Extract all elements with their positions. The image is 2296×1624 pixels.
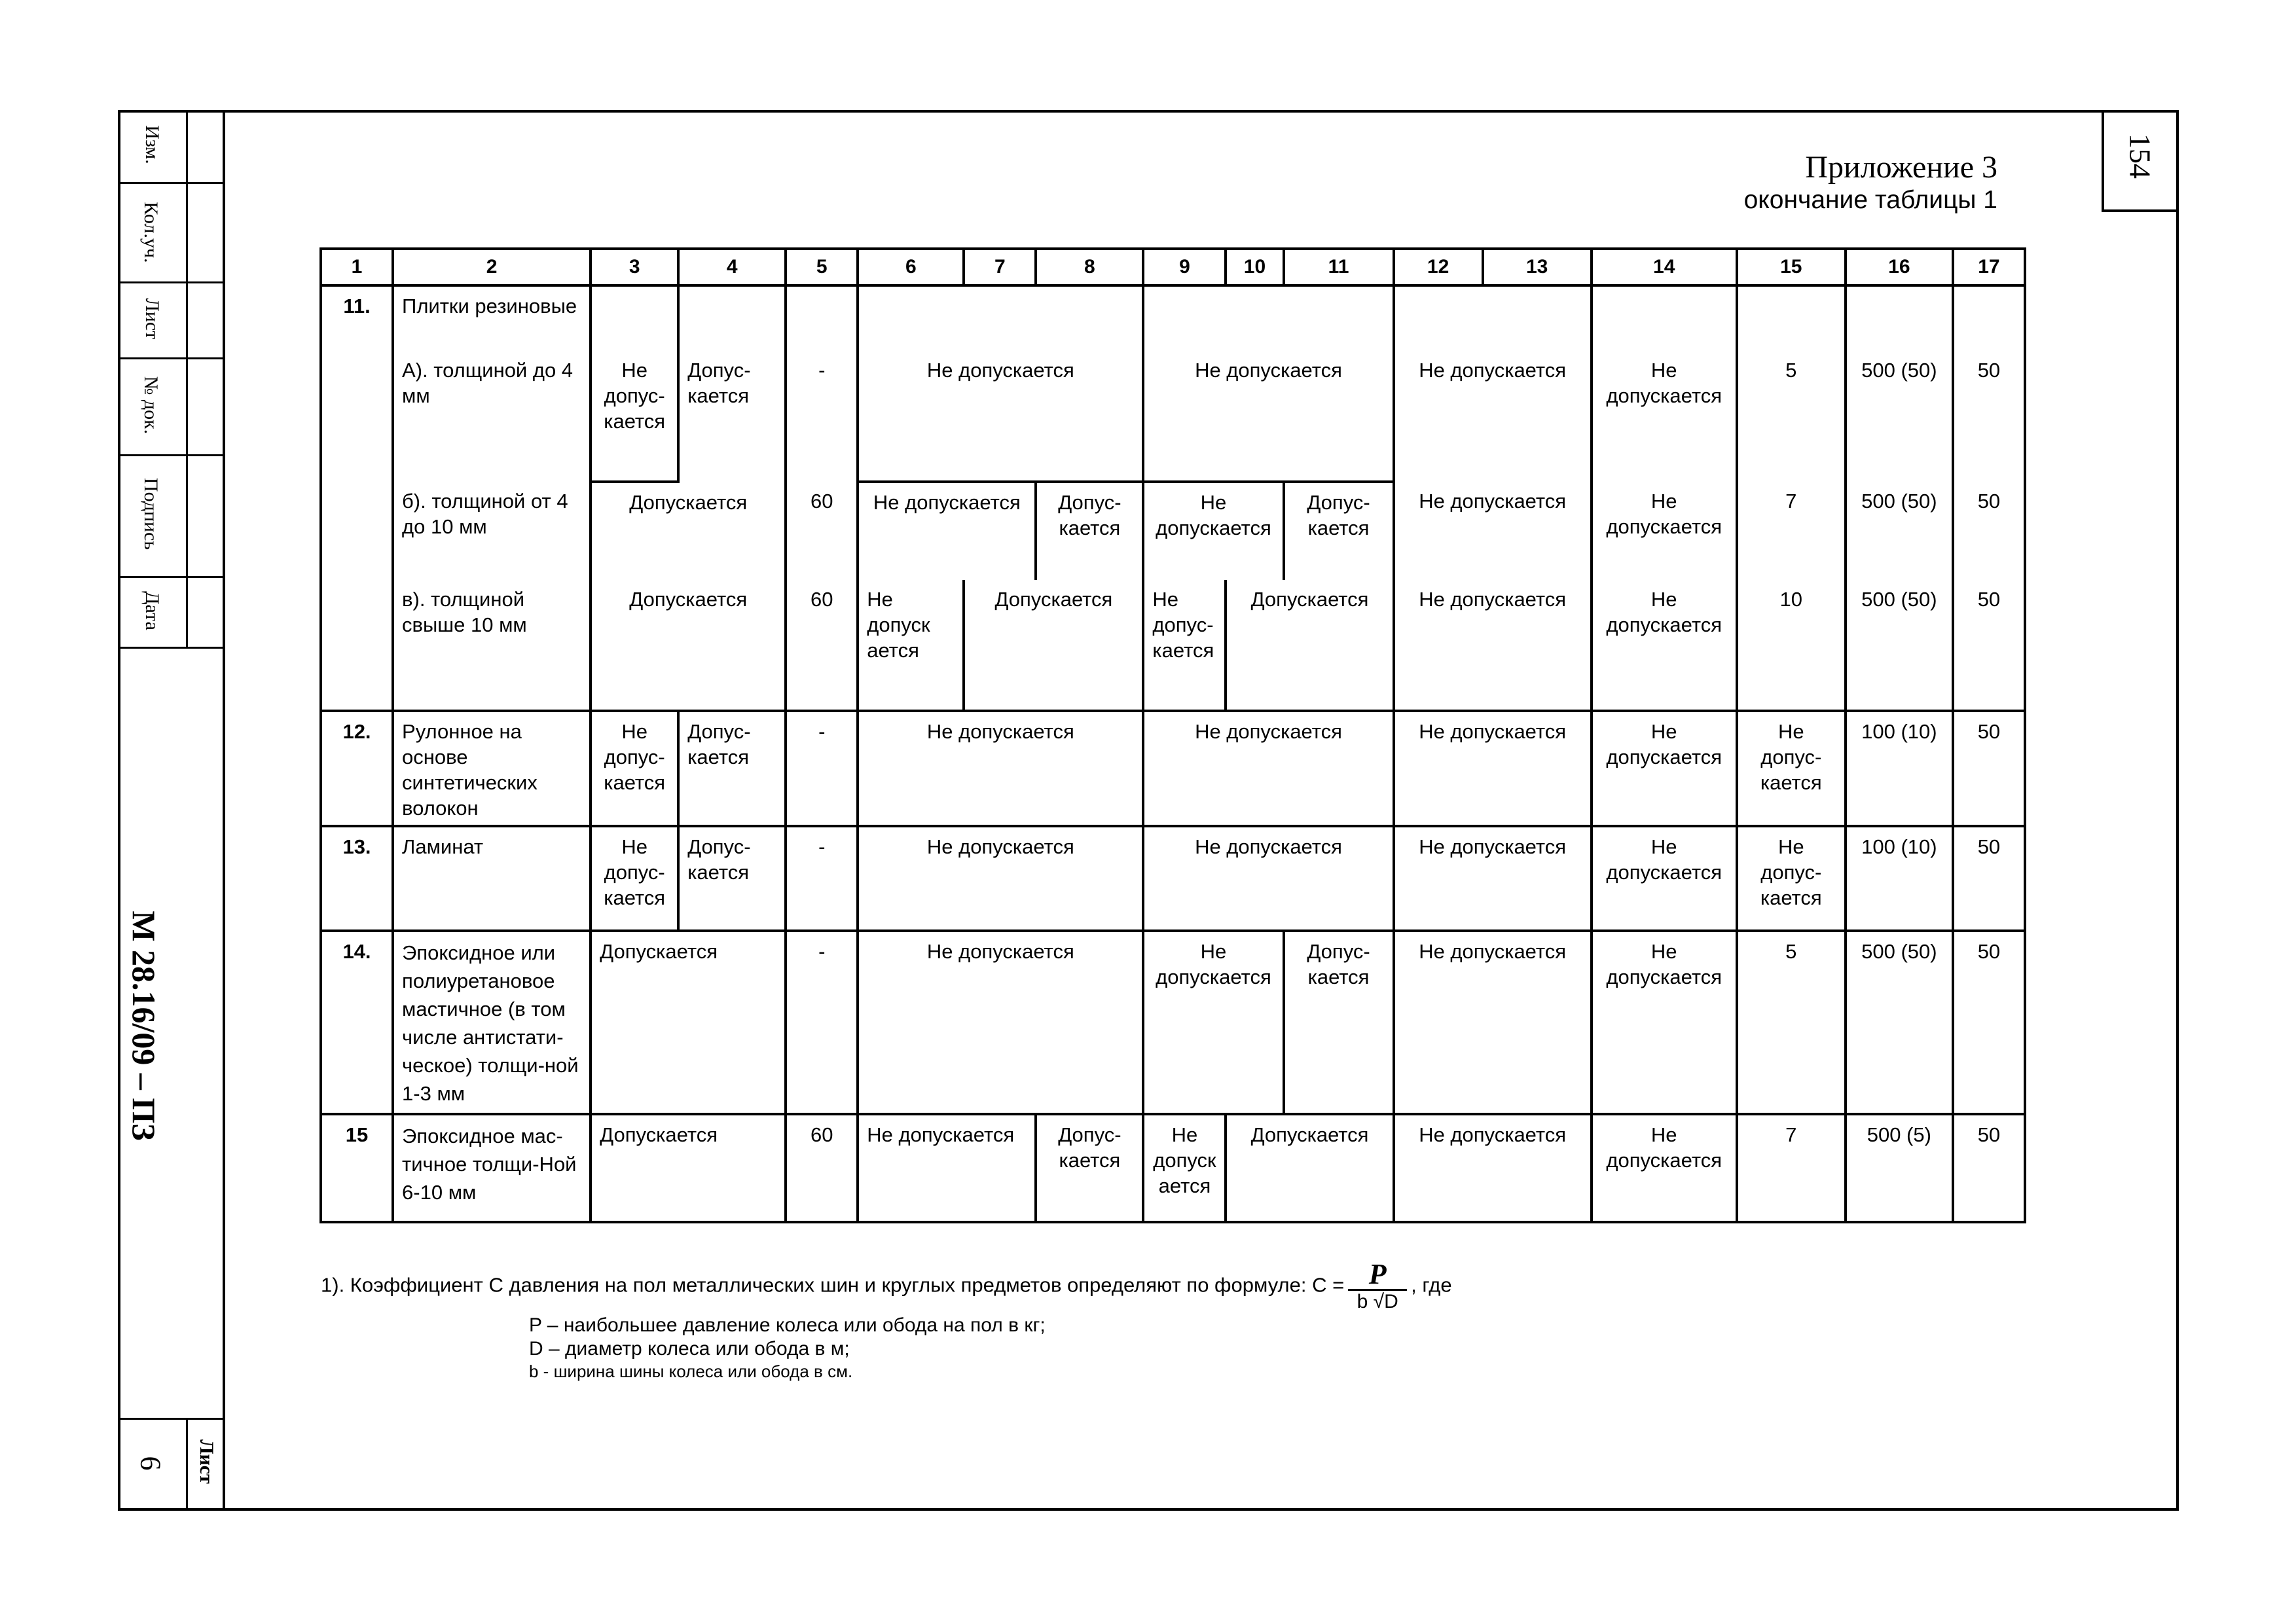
table-row	[321, 285, 2025, 351]
table-row	[321, 1114, 2025, 1222]
footnote-text: 1). Коэффициент С давления на пол металлических шин и круглых предметов определяют по формуле: С =	[321, 1273, 1345, 1297]
table-row	[321, 931, 2025, 1114]
cell: 500 (5)	[1846, 1114, 1953, 1222]
col-header: 10	[1226, 249, 1283, 285]
page-number-box	[2102, 110, 2179, 212]
col-header: 3	[591, 249, 678, 285]
cell: Допускается	[591, 1114, 786, 1222]
strip-line	[118, 576, 225, 578]
strip-line	[118, 357, 225, 359]
sheet-number: 6	[134, 1456, 167, 1471]
strip-divider-bottom	[186, 1418, 188, 1511]
cell: 500 (50)	[1846, 351, 1953, 482]
table-row	[321, 711, 2025, 826]
cell: Допускается	[964, 580, 1143, 711]
material-name: Ламинат	[393, 826, 591, 931]
strip-line	[118, 182, 225, 184]
cell: Не допуск ается	[858, 580, 964, 711]
footnote	[321, 1260, 1452, 1313]
cell: 60	[786, 1114, 858, 1222]
material-name: А). толщиной до 4 мм	[393, 351, 591, 482]
cell: Допус-кается	[678, 351, 786, 482]
cell: Не допускается	[858, 711, 1143, 826]
legend-line: b - ширина шины колеса или обода в см.	[529, 1362, 853, 1381]
col-header: 1	[321, 249, 393, 285]
col-header: 17	[1953, 249, 2025, 285]
cell: Допус-кается	[1036, 1114, 1143, 1222]
page-number: 154	[2123, 134, 2157, 179]
cell: Не допускается	[858, 482, 1036, 580]
table-row	[321, 826, 2025, 931]
stamp-label-doc: № док.	[140, 376, 162, 435]
col-header: 2	[393, 249, 591, 285]
material-name: Эпоксидное или полиуретановое мастичное (в том числе антистати-ческое) толщи-ной 1-3 мм	[393, 931, 591, 1114]
cell: Не допускается	[1394, 351, 1592, 482]
col-header: 4	[678, 249, 786, 285]
strip-divider	[186, 110, 188, 647]
cell: 5	[1737, 351, 1846, 482]
appendix-subtitle: окончание таблицы 1	[1743, 186, 1997, 214]
table-row	[321, 580, 2025, 711]
cell: 60	[786, 580, 858, 711]
cell: 100 (10)	[1846, 826, 1953, 931]
col-header: 5	[786, 249, 858, 285]
material-name: Рулонное на основе синтетических волокон	[393, 711, 591, 826]
cell: Допускается	[591, 482, 786, 580]
cell: 100 (10)	[1846, 711, 1953, 826]
cell: Допускается	[1226, 580, 1393, 711]
cell: Не допус-кается	[591, 826, 678, 931]
stamp-label-list: Лист	[141, 298, 163, 340]
cell: Не допускается	[1394, 580, 1592, 711]
cell: Не допускается	[1592, 931, 1737, 1114]
stamp-label-podpis: Подпись	[140, 477, 162, 550]
cell: Не допуск ается	[1143, 1114, 1226, 1222]
appendix-title: Приложение 3	[1805, 150, 1997, 185]
cell: Не допус-кается	[1143, 580, 1226, 711]
strip-line	[118, 1418, 225, 1420]
col-header: 12	[1394, 249, 1483, 285]
cell: 500 (50)	[1846, 482, 1953, 580]
cell: Не допускается	[1592, 351, 1737, 482]
formula-denominator: b √D	[1357, 1291, 1398, 1312]
cell: Не допускается	[1394, 826, 1592, 931]
stamp-label-kol: Кол.уч.	[140, 202, 162, 263]
cell: Не допускается	[858, 931, 1143, 1114]
table-row	[321, 482, 2025, 580]
col-header: 16	[1846, 249, 1953, 285]
strip-line	[118, 454, 225, 456]
sheet-label: Лист	[196, 1439, 217, 1484]
material-name: б). толщиной от 4 до 10 мм	[393, 482, 591, 580]
cell: Не допускается	[1143, 826, 1393, 931]
cell: Допус-кается	[1284, 931, 1394, 1114]
cell: Допус-кается	[1284, 482, 1394, 580]
cell: Не допускается	[1143, 931, 1283, 1114]
stamp-label-data: Дата	[141, 591, 163, 630]
cell: 50	[1953, 351, 2025, 482]
cell: 50	[1953, 1114, 2025, 1222]
cell: Допус-кается	[678, 826, 786, 931]
cell: 10	[1737, 580, 1846, 711]
col-header: 8	[1036, 249, 1143, 285]
strip-line	[118, 647, 225, 649]
stamp-label-izm: Изм.	[141, 125, 163, 164]
cell: Не допускается	[1143, 351, 1393, 482]
cell: 50	[1953, 482, 2025, 580]
cell: 50	[1953, 826, 2025, 931]
cell: Не допус-кается	[591, 711, 678, 826]
cell: 50	[1953, 711, 2025, 826]
col-header: 11	[1284, 249, 1394, 285]
cell: -	[786, 931, 858, 1114]
col-header: 9	[1143, 249, 1226, 285]
formula-numerator: P	[1368, 1258, 1387, 1290]
cell: Не допускается	[858, 1114, 1036, 1222]
cell: Не допускается	[858, 351, 1143, 482]
col-header: 13	[1483, 249, 1592, 285]
cell: 5	[1737, 931, 1846, 1114]
material-name: Эпоксидное мас-тичное толщи-Ной 6-10 мм	[393, 1114, 591, 1222]
cell: Не допускается	[1592, 711, 1737, 826]
cell: Допускается	[591, 931, 786, 1114]
cell: 500 (50)	[1846, 580, 1953, 711]
row-number: 14.	[321, 931, 393, 1114]
cell: Допус-кается	[1036, 482, 1143, 580]
cell: Не допускается	[1143, 482, 1283, 580]
cell: Не допускается	[1394, 711, 1592, 826]
cell: Не допускается	[1592, 1114, 1737, 1222]
col-header: 15	[1737, 249, 1846, 285]
col-header: 7	[964, 249, 1036, 285]
cell: Не допускается	[1143, 711, 1393, 826]
cell: Не допус-кается	[1737, 826, 1846, 931]
cell: Допускается	[1226, 1114, 1393, 1222]
cell: Не допускается	[1592, 580, 1737, 711]
cell: -	[786, 826, 858, 931]
row-number: 12.	[321, 711, 393, 826]
title-block-strip	[118, 110, 225, 1511]
cell: Допус-кается	[678, 711, 786, 826]
header-row	[321, 249, 2025, 285]
requirements-table	[319, 247, 2026, 1223]
cell: Не допус-кается	[1737, 711, 1846, 826]
cell: -	[786, 711, 858, 826]
document-code: М 28.16/09 – ПЗ	[126, 911, 162, 1141]
legend-line: P – наибольшее давление колеса или обода на пол в кг;	[529, 1314, 1046, 1336]
cell: Не допускается	[1394, 931, 1592, 1114]
cell: Допускается	[591, 580, 786, 711]
cell: Не допус-кается	[591, 351, 678, 482]
row-number: 13.	[321, 826, 393, 931]
col-header: 6	[858, 249, 964, 285]
table-row	[321, 351, 2025, 482]
cell: Не допускается	[858, 826, 1143, 931]
cell: 60	[786, 482, 858, 580]
material-name: Плитки резиновые	[393, 285, 591, 351]
legend-line: D – диаметр колеса или обода в м;	[529, 1338, 850, 1360]
footnote-suffix: , где	[1411, 1273, 1452, 1297]
formula-fraction	[1348, 1260, 1407, 1313]
cell: Не допускается	[1592, 482, 1737, 580]
cell: Не допускается	[1592, 826, 1737, 931]
cell: 500 (50)	[1846, 931, 1953, 1114]
cell: 50	[1953, 931, 2025, 1114]
cell: 7	[1737, 1114, 1846, 1222]
cell: -	[786, 351, 858, 482]
strip-line	[118, 281, 225, 283]
cell: Не допускается	[1394, 1114, 1592, 1222]
cell: 50	[1953, 580, 2025, 711]
col-header: 14	[1592, 249, 1737, 285]
row-number: 11.	[321, 285, 393, 711]
cell: 7	[1737, 482, 1846, 580]
cell: Не допускается	[1394, 482, 1592, 580]
row-number: 15	[321, 1114, 393, 1222]
material-name: в). толщиной свыше 10 мм	[393, 580, 591, 711]
